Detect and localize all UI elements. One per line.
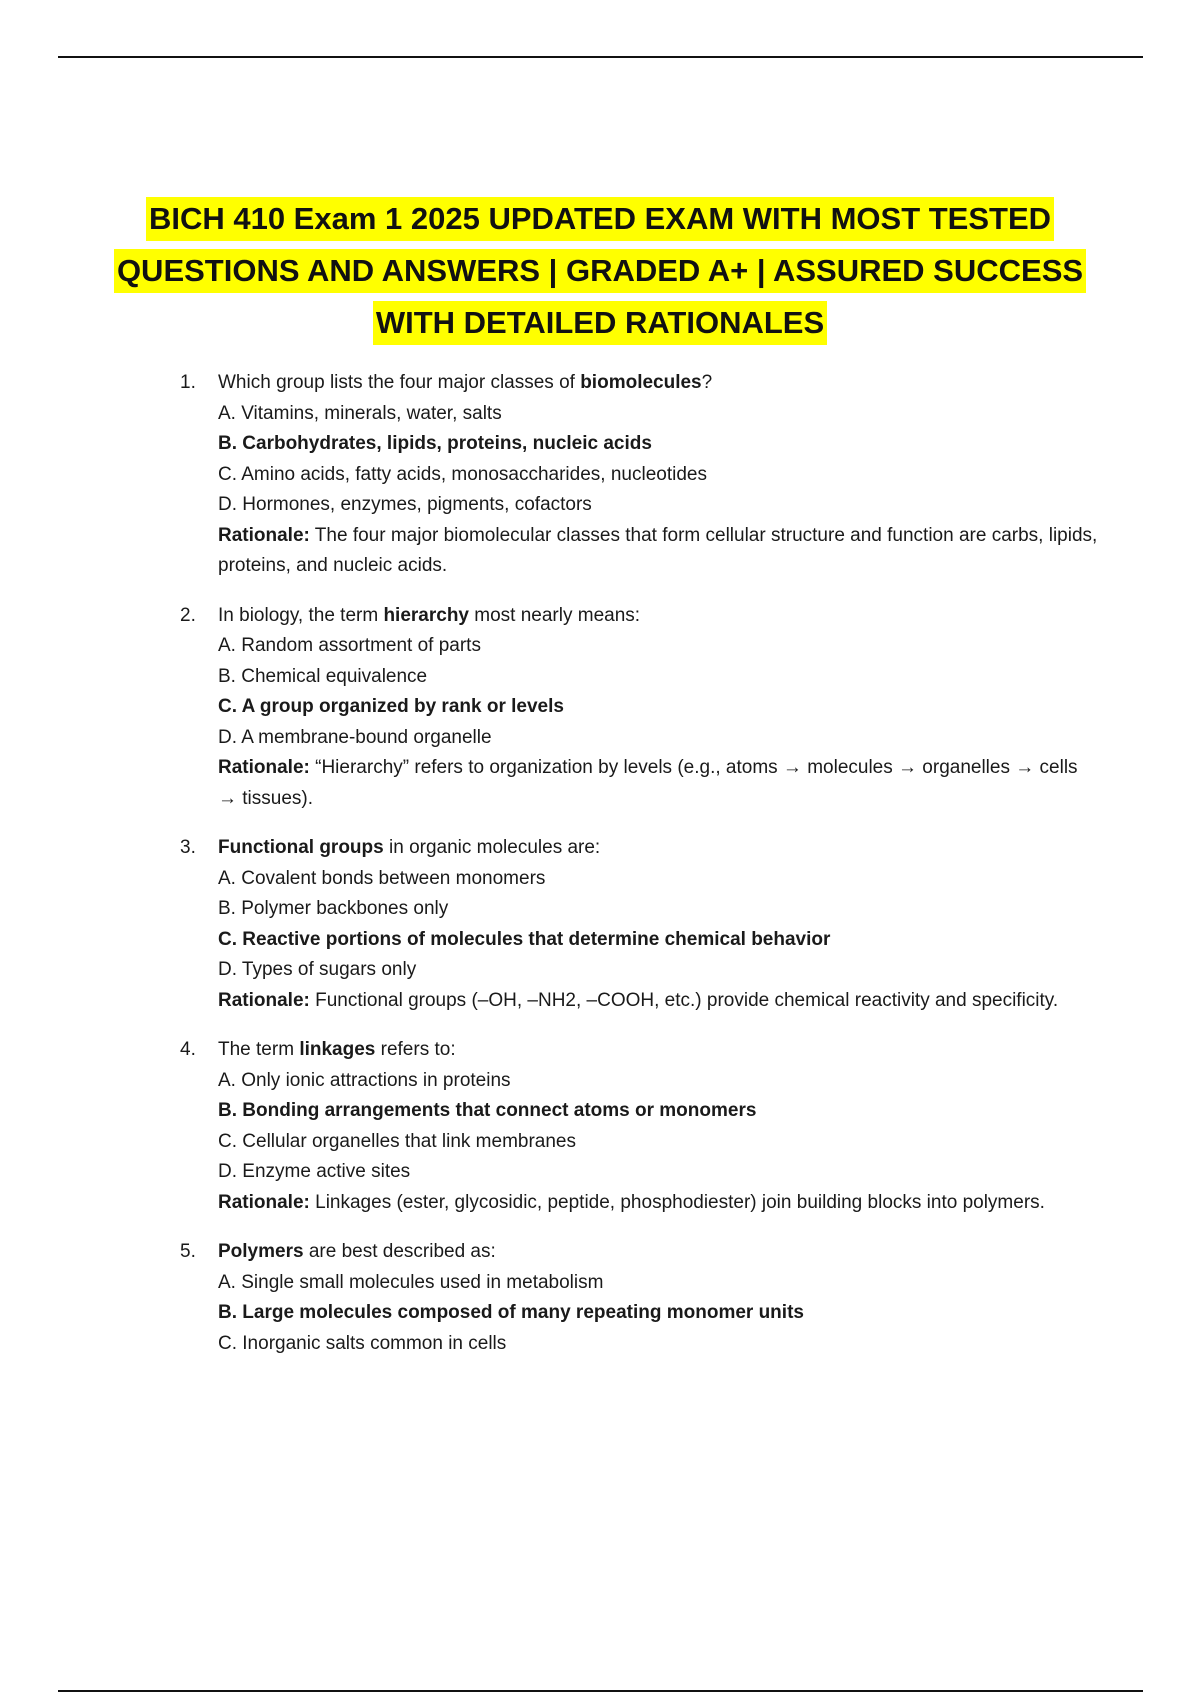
option-a: A. Vitamins, minerals, water, salts (218, 402, 502, 424)
title-line-3: WITH DETAILED RATIONALES (373, 301, 827, 345)
option-b-correct: B. Carbohydrates, lipids, proteins, nucleic acids (218, 433, 652, 454)
question-stem: The term linkages refers to: (218, 1039, 456, 1060)
question-2 (180, 601, 1100, 815)
rationale: Rationale: The four major biomolecular classes that form cellular structure and function are carbs, lipids, proteins, and nucleic acids. (218, 524, 1098, 576)
option-a: A. Single small molecules used in metabolism (218, 1271, 604, 1293)
rationale: Rationale: Functional groups (–OH, –NH2, –COOH, etc.) provide chemical reactivity and specificity. (218, 989, 1059, 1011)
option-b: B. Chemical equivalence (218, 665, 428, 687)
option-c: C. Amino acids, fatty acids, monosaccharides, nucleotides (218, 463, 707, 485)
option-c: C. Inorganic salts common in cells (218, 1332, 507, 1354)
question-5 (180, 1237, 1100, 1359)
option-a: A. Random assortment of parts (218, 635, 481, 656)
rationale: Rationale: Linkages (ester, glycosidic, peptide, phosphodiester) join building blocks into polymers. (218, 1191, 1045, 1213)
option-a: A. Only ionic attractions in proteins (218, 1069, 511, 1091)
top-rule (58, 56, 1143, 58)
option-c: C. Cellular organelles that link membranes (218, 1130, 576, 1152)
option-d: D. Types of sugars only (218, 959, 417, 980)
question-list (180, 368, 1100, 1378)
option-b-correct: B. Large molecules composed of many repeating monomer units (218, 1302, 804, 1323)
question-number: 4. (180, 1039, 196, 1060)
option-c-correct: C. A group organized by rank or levels (218, 696, 564, 717)
title-line-1: BICH 410 Exam 1 2025 UPDATED EXAM WITH MOST TESTED (146, 197, 1054, 241)
option-b-correct: B. Bonding arrangements that connect atoms or monomers (218, 1100, 757, 1121)
question-number: 1. (180, 372, 196, 393)
option-d: D. Hormones, enzymes, pigments, cofactors (218, 494, 592, 515)
question-3 (180, 833, 1100, 1016)
option-c-correct: C. Reactive portions of molecules that determine chemical behavior (218, 928, 831, 950)
page-title (100, 193, 1100, 349)
question-stem: Which group lists the four major classes of biomolecules? (218, 372, 713, 393)
question-number: 3. (180, 837, 196, 858)
rationale: Rationale: “Hierarchy” refers to organization by levels (e.g., atoms → molecules → organelles → cells → tissues). (218, 757, 1078, 809)
title-line-2: QUESTIONS AND ANSWERS | GRADED A+ | ASSURED SUCCESS (114, 249, 1086, 293)
question-number: 5. (180, 1241, 196, 1262)
option-a: A. Covalent bonds between monomers (218, 867, 546, 889)
question-1 (180, 368, 1100, 582)
bottom-rule (58, 1690, 1143, 1692)
question-4 (180, 1035, 1100, 1218)
option-d: D. A membrane-bound organelle (218, 726, 492, 748)
question-stem: Functional groups in organic molecules are: (218, 837, 601, 858)
question-stem: In biology, the term hierarchy most nearly means: (218, 604, 641, 626)
question-stem: Polymers are best described as: (218, 1241, 496, 1262)
option-b: B. Polymer backbones only (218, 898, 449, 919)
question-number: 2. (180, 604, 196, 626)
option-d: D. Enzyme active sites (218, 1161, 411, 1182)
